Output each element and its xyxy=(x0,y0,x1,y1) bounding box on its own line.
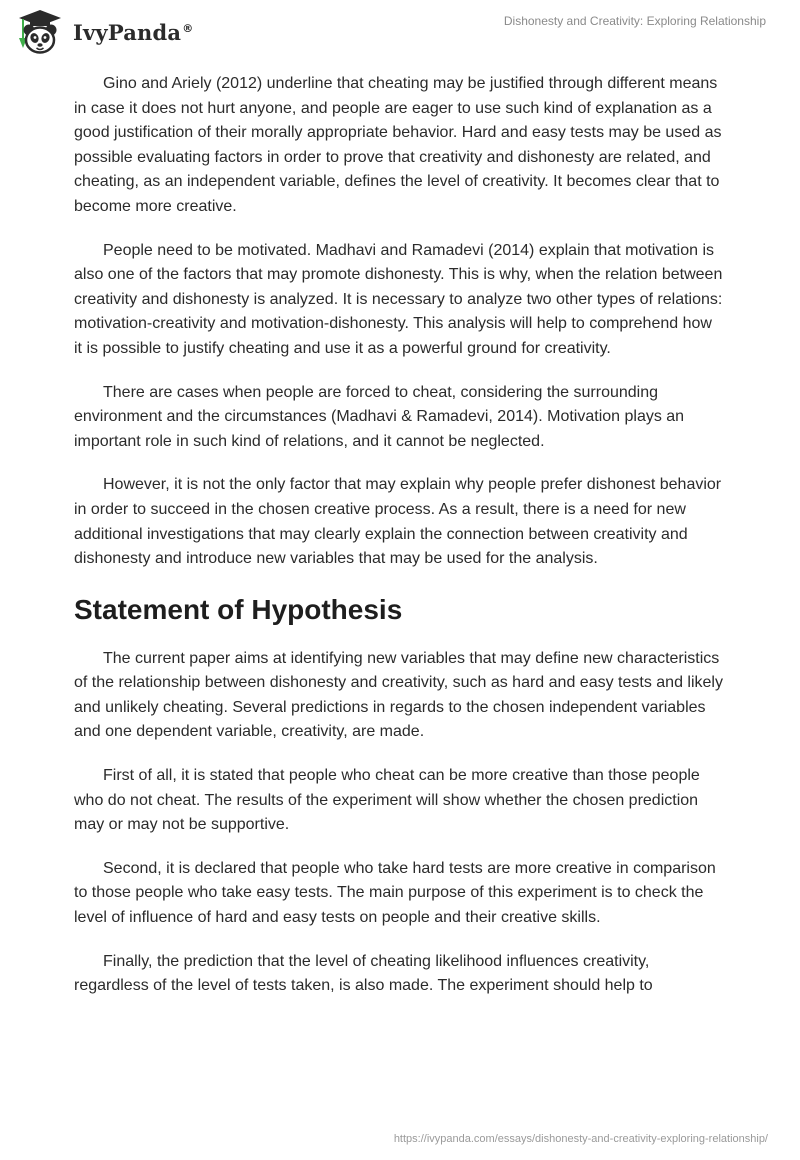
section-heading: Statement of Hypothesis xyxy=(74,593,403,625)
body-paragraph: First of all, it is stated that people who cheat can be more creative than those people who do not cheat. The results of the experiment will show whether the chosen prediction may or may not be supportive. xyxy=(74,767,700,834)
body-paragraph: There are cases when people are forced to cheat, considering the surrounding environment and the circumstances (Madhavi & Ramadevi, 2014). Motivation plays an important role in such kind of relations, and it cannot be neglected. xyxy=(74,383,685,450)
panda-graduate-icon xyxy=(15,8,65,56)
essay-body xyxy=(74,72,724,1018)
source-url[interactable]: https://ivypanda.com/essays/dishonesty-and-creativity-exploring-relationship/ xyxy=(393,1133,768,1145)
body-paragraph: Gino and Ariely (2012) underline that cheating may be justified through different means in case it does not hurt anyone, and people are eager to use such kind of explanation as a good justification of their morally appropriate behavior. Hard and easy tests may be used as possible evaluating factors in order to prove that creativity and dishonesty are related, and cheating, as an independent variable, defines the level of creativity. It becomes clear that to become more creative. xyxy=(74,75,722,215)
page-header xyxy=(0,0,800,70)
brand-logo[interactable] xyxy=(15,8,193,56)
registered-mark: ® xyxy=(182,21,194,35)
running-title: Dishonesty and Creativity: Exploring Relationship xyxy=(503,14,766,28)
body-paragraph: However, it is not the only factor that may explain why people prefer dishonest behavior in order to succeed in the chosen creative process. As a result, there is a need for new additional investigations that may clearly explain the connection between creativity and dishonesty and introduce new variables that may be used for the analysis. xyxy=(74,476,722,568)
brand-name: IvyPanda® xyxy=(73,19,194,45)
body-paragraph: People need to be motivated. Madhavi and Ramadevi (2014) explain that motivation is also one of the factors that may promote dishonesty. This is why, when the relation between creativity and dishonesty is analyzed. It is necessary to analyze two other types of relations: motivation-creativity and motivation-dishonesty. This analysis will help to comprehend how it is possible to justify cheating and use it as a powerful ground for creativity. xyxy=(74,241,723,357)
body-paragraph: Finally, the prediction that the level of cheating likelihood influences creativity, regardless of the level of tests taken, is also made. The experiment should help to xyxy=(74,952,653,995)
body-paragraph: The current paper aims at identifying new variables that may define new characteristics of the relationship between dishonesty and creativity, such as hard and easy tests and likely and unlikely cheating. Several predictions in regards to the chosen independent variables and one dependent variable, creativity, are made. xyxy=(74,649,723,741)
body-paragraph: Second, it is declared that people who take hard tests are more creative in comparison to those people who take easy tests. The main purpose of this experiment is to check the level of influence of hard and easy tests on people and their creative skills. xyxy=(74,859,716,927)
